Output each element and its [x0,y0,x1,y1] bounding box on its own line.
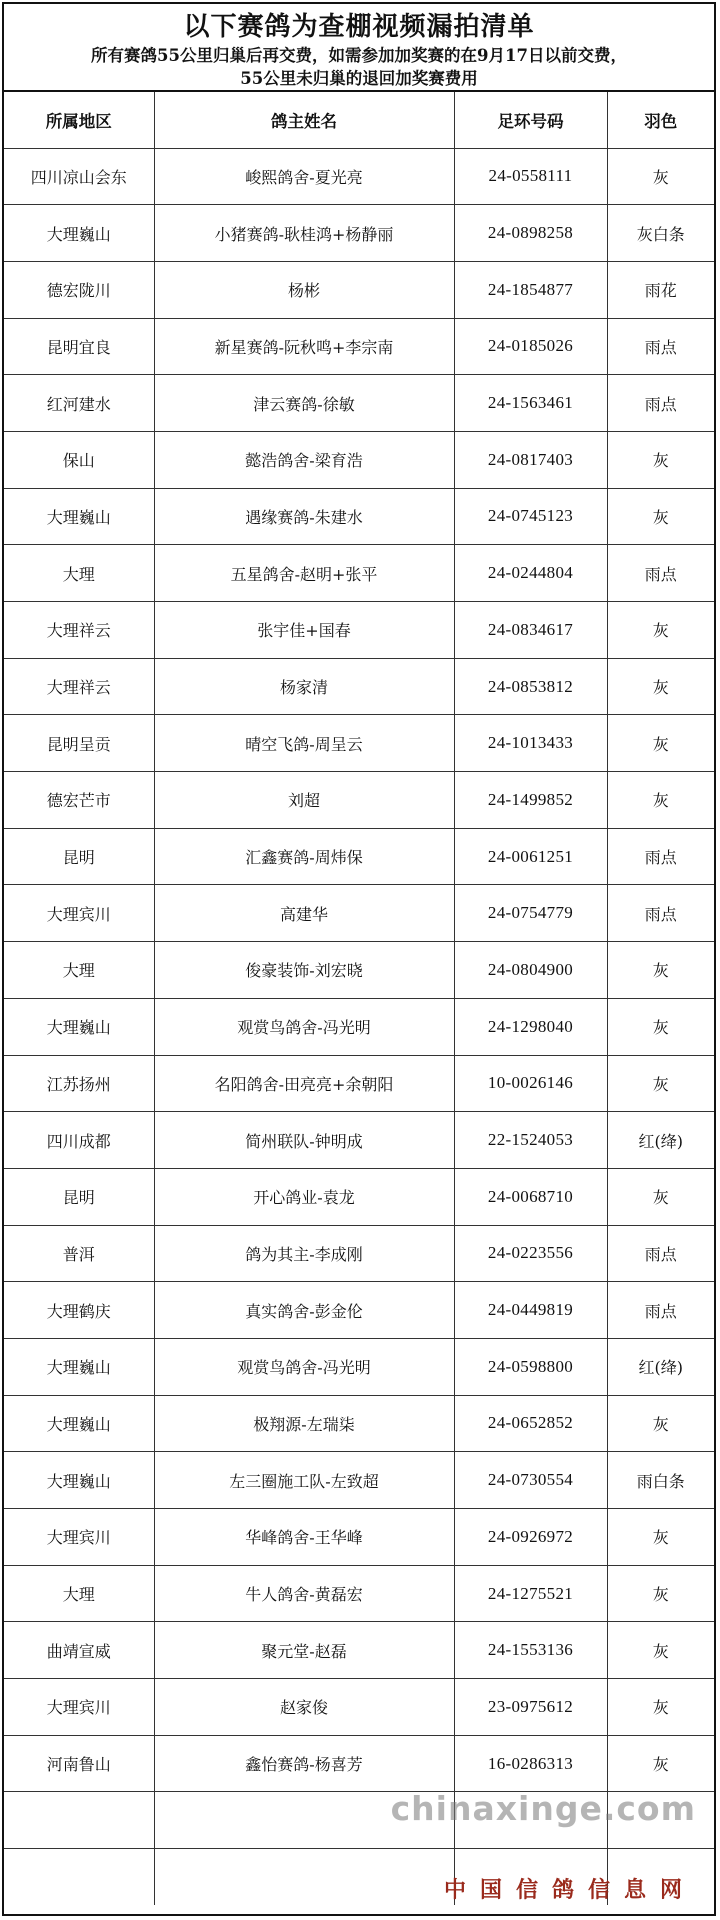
cell-ring: 23-0975612 [454,1679,607,1736]
cell-owner: 晴空飞鸽-周呈云 [154,715,454,772]
note-line-2: 55公里未归巢的退回加奖赛费用 [240,69,478,88]
cell-region: 大理巍山 [4,1452,154,1509]
cell-color: 灰 [607,1168,714,1225]
cell-region: 大理 [4,1565,154,1622]
cell-color: 灰 [607,942,714,999]
cell-owner: 新星赛鸽-阮秋鸣+李宗南 [154,318,454,375]
cell-region: 大理巍山 [4,1338,154,1395]
table-row [4,545,714,602]
cell-ring: 24-1563461 [454,375,607,432]
cell-color: 灰 [607,488,714,545]
table-row [4,885,714,942]
cell-owner: 俊豪装饰-刘宏晓 [154,942,454,999]
table-row [4,261,714,318]
cell-owner: 开心鸽业-袁龙 [154,1168,454,1225]
table-row [4,1112,714,1169]
cell-owner: 鸽为其主-李成刚 [154,1225,454,1282]
cell-region: 保山 [4,431,154,488]
cell-ring: 16-0286313 [454,1735,607,1792]
cell-region: 大理祥云 [4,602,154,659]
cell-region: 大理 [4,545,154,602]
cell-owner: 津云赛鸽-徐敏 [154,375,454,432]
cell-region: 普洱 [4,1225,154,1282]
table-row [4,1395,714,1452]
pigeon-list-table [4,92,714,1905]
cell-color: 雨点 [607,1282,714,1339]
table-row [4,1452,714,1509]
cell-color: 雨点 [607,1225,714,1282]
cell-owner: 五星鸽舍-赵明+张平 [154,545,454,602]
cell-region: 大理巍山 [4,205,154,262]
cell-owner: 华峰鸽舍-王华峰 [154,1509,454,1566]
cell-ring: 24-0558111 [454,148,607,205]
table-row [4,1055,714,1112]
cell-owner: 小猪赛鸽-耿桂鸿+杨静丽 [154,205,454,262]
table-row [4,1338,714,1395]
cell-region: 德宏陇川 [4,261,154,318]
cell-region: 曲靖宣威 [4,1622,154,1679]
cell-owner: 杨彬 [154,261,454,318]
cell-region: 四川成都 [4,1112,154,1169]
table-row [4,148,714,205]
cell-region [4,1849,154,1906]
table-row [4,1679,714,1736]
cell-color: 灰 [607,431,714,488]
cell-ring: 24-0061251 [454,828,607,885]
cell-color: 雨白条 [607,1452,714,1509]
cell-color: 灰 [607,148,714,205]
cell-ring: 24-0652852 [454,1395,607,1452]
cell-ring: 24-0834617 [454,602,607,659]
cell-color: 雨点 [607,545,714,602]
cell-region: 江苏扬州 [4,1055,154,1112]
cell-color: 红(绛) [607,1112,714,1169]
table-row [4,318,714,375]
cell-ring: 24-0068710 [454,1168,607,1225]
cell-owner: 懿浩鸽舍-梁育浩 [154,431,454,488]
cell-ring: 24-1854877 [454,261,607,318]
cell-ring: 24-1499852 [454,772,607,829]
cell-ring: 22-1524053 [454,1112,607,1169]
cell-ring: 24-0804900 [454,942,607,999]
cell-owner: 牛人鸽舍-黄磊宏 [154,1565,454,1622]
table-row [4,715,714,772]
cell-region: 昆明 [4,828,154,885]
cell-region: 大理巍山 [4,488,154,545]
cell-owner: 观赏鸟鸽舍-冯光明 [154,1338,454,1395]
table-row [4,828,714,885]
column-header-region: 所属地区 [4,92,154,148]
cell-ring: 24-0185026 [454,318,607,375]
cell-region [4,1792,154,1849]
cell-owner: 遇缘赛鸽-朱建水 [154,488,454,545]
cell-color: 灰白条 [607,205,714,262]
cell-color: 雨点 [607,828,714,885]
cell-ring: 24-0817403 [454,431,607,488]
title-block [4,4,714,92]
table-row [4,942,714,999]
cell-color: 灰 [607,658,714,715]
table-row [4,205,714,262]
cell-owner: 汇鑫赛鸽-周炜保 [154,828,454,885]
cell-color: 灰 [607,1509,714,1566]
cell-region: 昆明宜良 [4,318,154,375]
document-sheet [2,2,716,1916]
cell-region: 大理 [4,942,154,999]
cell-ring: 24-0853812 [454,658,607,715]
cell-color: 灰 [607,1055,714,1112]
cell-color: 灰 [607,1622,714,1679]
cell-ring: 24-1553136 [454,1622,607,1679]
cell-owner: 高建华 [154,885,454,942]
table-row [4,658,714,715]
cell-owner: 左三圈施工队-左致超 [154,1452,454,1509]
cell-color: 雨点 [607,885,714,942]
table-header-row [4,92,714,148]
cell-color: 灰 [607,715,714,772]
cell-ring [454,1792,607,1849]
table-row [4,1168,714,1225]
cell-color: 雨点 [607,318,714,375]
column-header-ring: 足环号码 [454,92,607,148]
cell-color: 灰 [607,1735,714,1792]
cell-color: 雨花 [607,261,714,318]
cell-color: 灰 [607,772,714,829]
table-row [4,602,714,659]
table-row [4,1792,714,1849]
cell-ring: 24-0223556 [454,1225,607,1282]
cell-ring: 24-1275521 [454,1565,607,1622]
watermark-site-name: 中国信鸽信息网 [443,1878,696,1903]
cell-owner: 鑫怡赛鸽-杨喜芳 [154,1735,454,1792]
table-body [4,148,714,1905]
cell-ring: 24-0745123 [454,488,607,545]
cell-owner: 极翔源-左瑞柒 [154,1395,454,1452]
cell-color: 雨点 [607,375,714,432]
cell-region: 大理鹤庆 [4,1282,154,1339]
note-line-1: 所有赛鸽55公里归巢后再交费，如需参加加奖赛的在9月17日以前交费， [91,46,627,65]
cell-owner: 张宇佳+国春 [154,602,454,659]
cell-region: 昆明 [4,1168,154,1225]
cell-owner: 观赏鸟鸽舍-冯光明 [154,998,454,1055]
cell-owner: 简州联队-钟明成 [154,1112,454,1169]
cell-owner [154,1849,454,1906]
watermark-latin: chinaxinge.com [390,1789,696,1828]
table-row [4,431,714,488]
cell-color: 灰 [607,1565,714,1622]
cell-owner [154,1792,454,1849]
cell-region: 大理宾川 [4,1679,154,1736]
cell-region: 红河建水 [4,375,154,432]
cell-region: 河南鲁山 [4,1735,154,1792]
table-row [4,1735,714,1792]
cell-color [607,1792,714,1849]
table-row [4,1509,714,1566]
cell-region: 大理宾川 [4,1509,154,1566]
cell-ring: 24-0754779 [454,885,607,942]
cell-color: 灰 [607,602,714,659]
cell-region: 德宏芒市 [4,772,154,829]
cell-ring: 24-0730554 [454,1452,607,1509]
cell-owner: 聚元堂-赵磊 [154,1622,454,1679]
cell-region: 四川凉山会东 [4,148,154,205]
column-header-color: 羽色 [607,92,714,148]
cell-ring: 24-1013433 [454,715,607,772]
cell-color: 红(绛) [607,1338,714,1395]
cell-owner: 赵家俊 [154,1679,454,1736]
table-row [4,1282,714,1339]
cell-color: 灰 [607,1395,714,1452]
table-row [4,488,714,545]
table-row [4,1622,714,1679]
table-row [4,998,714,1055]
cell-ring: 24-0598800 [454,1338,607,1395]
cell-region: 大理祥云 [4,658,154,715]
cell-ring: 24-1298040 [454,998,607,1055]
cell-owner: 峻熙鸽舍-夏光亮 [154,148,454,205]
cell-color: 灰 [607,998,714,1055]
cell-region: 大理宾川 [4,885,154,942]
cell-ring: 10-0026146 [454,1055,607,1112]
cell-ring: 24-0926972 [454,1509,607,1566]
page-title: 以下赛鸽为查棚视频漏拍清单 [183,12,535,42]
cell-owner: 杨家清 [154,658,454,715]
column-header-owner: 鸽主姓名 [154,92,454,148]
cell-ring: 24-0449819 [454,1282,607,1339]
cell-region: 昆明呈贡 [4,715,154,772]
cell-region: 大理巍山 [4,1395,154,1452]
table-row [4,1225,714,1282]
cell-owner: 名阳鸽舍-田亮亮+余朝阳 [154,1055,454,1112]
table-row [4,375,714,432]
table-row [4,772,714,829]
cell-color: 灰 [607,1679,714,1736]
cell-ring: 24-0898258 [454,205,607,262]
table-row [4,1565,714,1622]
cell-ring: 24-0244804 [454,545,607,602]
cell-owner: 真实鸽舍-彭金伦 [154,1282,454,1339]
cell-region: 大理巍山 [4,998,154,1055]
cell-owner: 刘超 [154,772,454,829]
